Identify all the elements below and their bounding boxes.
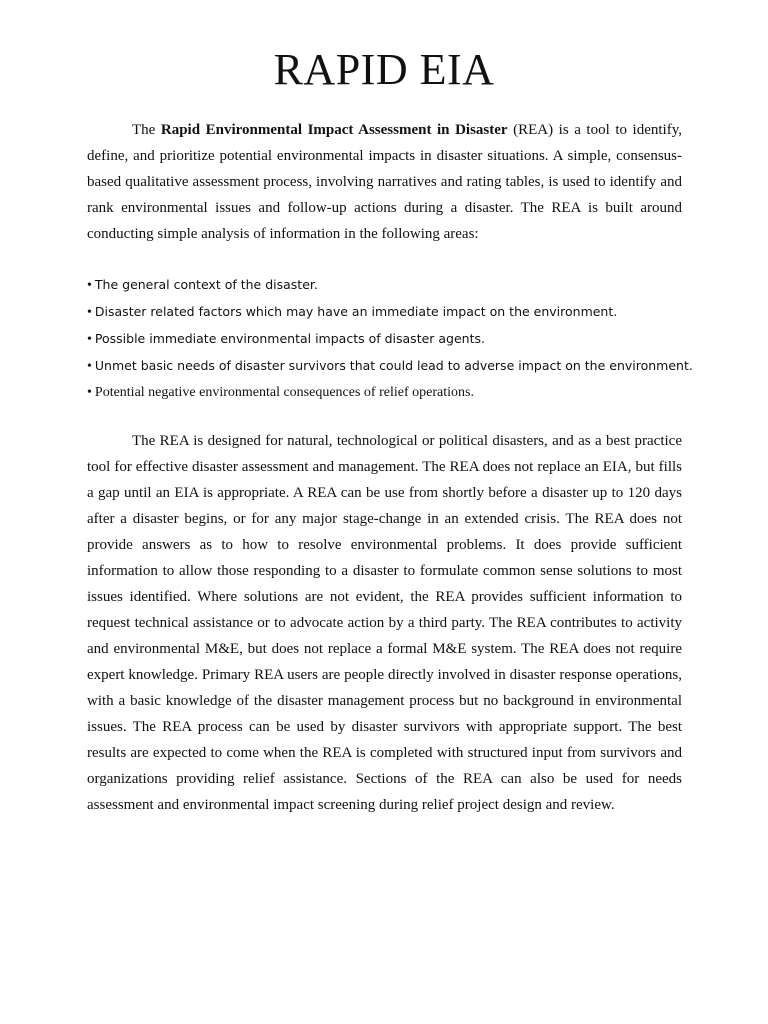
- list-item-text: Disaster related factors which may have an immediate impact on the environment.: [94, 304, 618, 319]
- list-item-text: The general context of the disaster.: [94, 277, 318, 292]
- bullet-icon: •: [87, 359, 92, 374]
- intro-lead: The: [132, 122, 161, 138]
- intro-rest: (REA) is a tool to identify, define, and prioritize potential environmental impacts in disaster situations. A simple, consensus-based qualitative assessment process, involving narratives and rating tables, is used to identify and rank environmental issues and follow-up actions during a disaster. The REA is built around conducting simple analysis of information in the following areas:: [87, 122, 682, 242]
- bullet-icon: •: [87, 332, 92, 347]
- bullet-icon: •: [87, 385, 92, 400]
- list-item: [87, 299, 687, 326]
- page-title: RAPID EIA: [273, 45, 495, 94]
- list-item-text: Potential negative environmental consequences of relief operations.: [94, 385, 474, 400]
- list-item-text: Possible immediate environmental impacts of disaster agents.: [94, 331, 485, 346]
- list-item: [87, 326, 687, 353]
- intro-term: Rapid Environmental Impact Assessment in Disaster: [160, 122, 508, 138]
- areas-list: [87, 272, 693, 406]
- list-item: [87, 380, 687, 406]
- body-paragraph: The REA is designed for natural, technological or political disasters, and as a best practice tool for effective disaster assessment and management. The REA does not replace an EIA, but fills a gap until an EIA is appropriate. A REA can be use from shortly before a disaster up to 120 days after a disaster begins, or for any major stage-change in an extended crisis. The REA does not provide answers as to how to resolve environmental problems. It does provide sufficient information to allow those responding to a disaster to formulate common sense solutions to most issues identified. Where solutions are not evident, the REA provides sufficient information to request technical assistance or to advocate action by a third party. The REA contributes to activity and environmental M&E, but does not replace a formal M&E system. The REA does not require expert knowledge. Primary REA users are people directly involved in disaster response operations, with a basic knowledge of the disaster management process but no background in environmental issues. The REA process can be used by disaster survivors with appropriate support. The best results are expected to come when the REA is completed with structured input from survivors and organizations providing relief assistance. Sections of the REA can also be used for needs assessment and environmental impact screening during relief project design and review.: [87, 433, 682, 813]
- list-item-text: Unmet basic needs of disaster survivors that could lead to adverse impact on the environment.: [94, 358, 693, 373]
- intro-paragraph: [87, 117, 682, 247]
- list-item: [87, 353, 693, 380]
- list-item: [87, 272, 687, 299]
- bullet-icon: •: [87, 305, 92, 320]
- bullet-icon: •: [87, 278, 92, 293]
